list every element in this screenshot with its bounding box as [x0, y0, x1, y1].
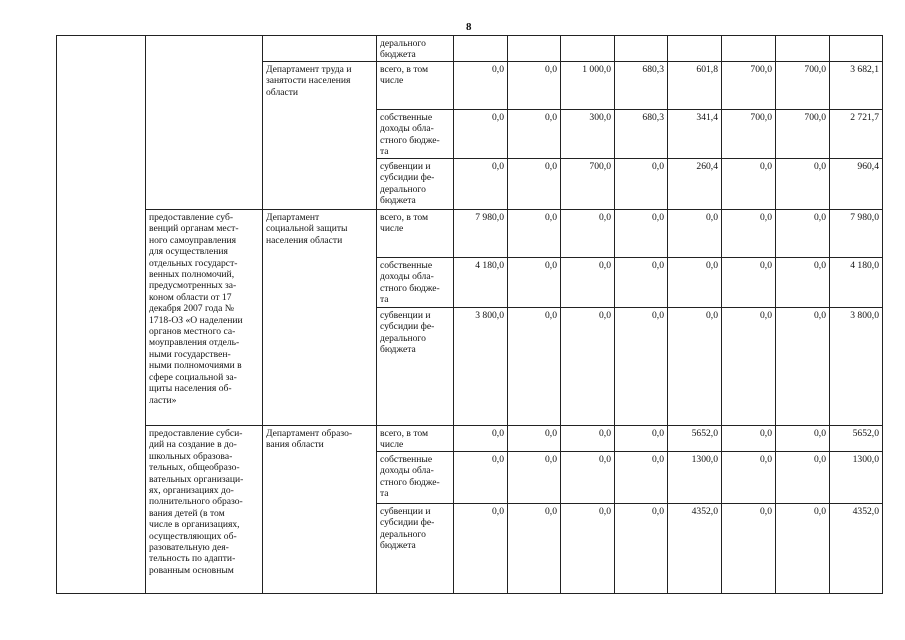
value-cell: 0,0 — [668, 308, 722, 426]
value-cell: 0,0 — [561, 451, 615, 503]
value-cell: 0,0 — [508, 210, 561, 258]
value-cell: 0,0 — [615, 159, 668, 210]
value-cell: 341,4 — [668, 110, 722, 159]
value-cell: 0,0 — [615, 451, 668, 503]
value-cell: 4352,0 — [668, 503, 722, 593]
value-cell: 680,3 — [615, 110, 668, 159]
value-cell: 260,4 — [668, 159, 722, 210]
value-cell: 3 800,0 — [454, 308, 508, 426]
value-cell: 0,0 — [722, 258, 776, 308]
table-row — [57, 36, 883, 62]
value-cell: 0,0 — [454, 426, 508, 452]
value-cell — [508, 36, 561, 62]
source-cell: всего, в том числе — [377, 62, 454, 110]
source-cell: субвенции и субсидии фе- дерального бюджета — [377, 159, 454, 210]
value-cell: 700,0 — [722, 110, 776, 159]
value-cell: 0,0 — [561, 503, 615, 593]
program-cell — [57, 36, 146, 594]
value-cell: 0,0 — [454, 62, 508, 110]
value-cell: 0,0 — [508, 503, 561, 593]
source-cell: дерального бюджета — [377, 36, 454, 62]
department-cell: Департамент образо- вания области — [263, 426, 377, 594]
value-cell: 0,0 — [776, 451, 830, 503]
value-cell: 0,0 — [454, 503, 508, 593]
value-cell — [830, 36, 883, 62]
value-cell — [722, 36, 776, 62]
value-cell: 3 800,0 — [830, 308, 883, 426]
value-cell: 0,0 — [776, 308, 830, 426]
value-cell: 0,0 — [668, 210, 722, 258]
value-cell: 0,0 — [508, 62, 561, 110]
value-cell: 0,0 — [776, 258, 830, 308]
value-cell: 0,0 — [561, 258, 615, 308]
value-cell: 0,0 — [508, 426, 561, 452]
table-row — [57, 426, 883, 452]
department-cell — [263, 36, 377, 62]
value-cell: 7 980,0 — [830, 210, 883, 258]
value-cell: 0,0 — [561, 308, 615, 426]
value-cell: 0,0 — [722, 159, 776, 210]
value-cell: 1 000,0 — [561, 62, 615, 110]
value-cell: 0,0 — [561, 210, 615, 258]
value-cell: 0,0 — [615, 503, 668, 593]
value-cell: 3 682,1 — [830, 62, 883, 110]
value-cell: 601,8 — [668, 62, 722, 110]
value-cell: 0,0 — [454, 110, 508, 159]
department-cell: Департамент труда и занятости населения области — [263, 62, 377, 210]
value-cell: 0,0 — [722, 210, 776, 258]
value-cell — [454, 36, 508, 62]
activity-cell: предоставление суб- венций органам мест- ного самоуправления для осуществления отдельных государст- венных полномочий, предусмотренных за- коном области от 17 декабря 2007 года № 1718-ОЗ «О наделении органов местного са- моуправления отдель- ными государствен- ными полномочиями в сфере социальной за- щиты населения об- ласти» — [146, 210, 263, 426]
value-cell: 0,0 — [454, 451, 508, 503]
value-cell: 4 180,0 — [454, 258, 508, 308]
value-cell: 0,0 — [668, 258, 722, 308]
value-cell: 680,3 — [615, 62, 668, 110]
value-cell: 0,0 — [615, 258, 668, 308]
value-cell: 0,0 — [508, 308, 561, 426]
table-row — [57, 210, 883, 258]
value-cell: 960,4 — [830, 159, 883, 210]
department-cell: Департамент социальной защиты населения области — [263, 210, 377, 426]
value-cell: 1300,0 — [668, 451, 722, 503]
activity-cell: предоставление субси- дий на создание в до- школьных образова- тельных, общеобразо- вательных организаци- ях, организациях до- полнительного образо- вания детей (в том числе в организациях, осуществляющих об- разовательную дея- тельность по адапти- рованным основным — [146, 426, 263, 594]
source-cell: собственные доходы обла- стного бюдже- та — [377, 110, 454, 159]
source-cell: всего, в том числе — [377, 426, 454, 452]
value-cell — [615, 36, 668, 62]
source-cell: субвенции и субсидии фе- дерального бюджета — [377, 308, 454, 426]
value-cell: 0,0 — [615, 210, 668, 258]
value-cell: 0,0 — [454, 159, 508, 210]
value-cell: 0,0 — [776, 426, 830, 452]
value-cell: 0,0 — [615, 426, 668, 452]
value-cell: 2 721,7 — [830, 110, 883, 159]
activity-cell — [146, 36, 263, 210]
value-cell: 0,0 — [508, 451, 561, 503]
value-cell: 300,0 — [561, 110, 615, 159]
value-cell: 4 180,0 — [830, 258, 883, 308]
value-cell: 0,0 — [508, 110, 561, 159]
value-cell: 0,0 — [776, 210, 830, 258]
page-number: 8 — [466, 21, 472, 33]
budget-table — [56, 35, 883, 594]
value-cell: 700,0 — [776, 62, 830, 110]
value-cell: 0,0 — [508, 159, 561, 210]
source-cell: всего, в том числе — [377, 210, 454, 258]
value-cell: 5652,0 — [830, 426, 883, 452]
value-cell — [776, 36, 830, 62]
value-cell — [561, 36, 615, 62]
value-cell: 0,0 — [722, 451, 776, 503]
value-cell: 0,0 — [722, 308, 776, 426]
source-cell: собственные доходы обла- стного бюдже- та — [377, 258, 454, 308]
source-cell: собственные доходы обла- стного бюдже- та — [377, 451, 454, 503]
value-cell: 7 980,0 — [454, 210, 508, 258]
value-cell — [668, 36, 722, 62]
value-cell: 0,0 — [508, 258, 561, 308]
value-cell: 0,0 — [561, 426, 615, 452]
value-cell: 700,0 — [776, 110, 830, 159]
value-cell: 700,0 — [722, 62, 776, 110]
value-cell: 5652,0 — [668, 426, 722, 452]
value-cell: 0,0 — [776, 159, 830, 210]
value-cell: 1300,0 — [830, 451, 883, 503]
value-cell: 0,0 — [722, 503, 776, 593]
value-cell: 700,0 — [561, 159, 615, 210]
source-cell: субвенции и субсидии фе- дерального бюджета — [377, 503, 454, 593]
value-cell: 0,0 — [615, 308, 668, 426]
value-cell: 0,0 — [722, 426, 776, 452]
value-cell: 4352,0 — [830, 503, 883, 593]
value-cell: 0,0 — [776, 503, 830, 593]
